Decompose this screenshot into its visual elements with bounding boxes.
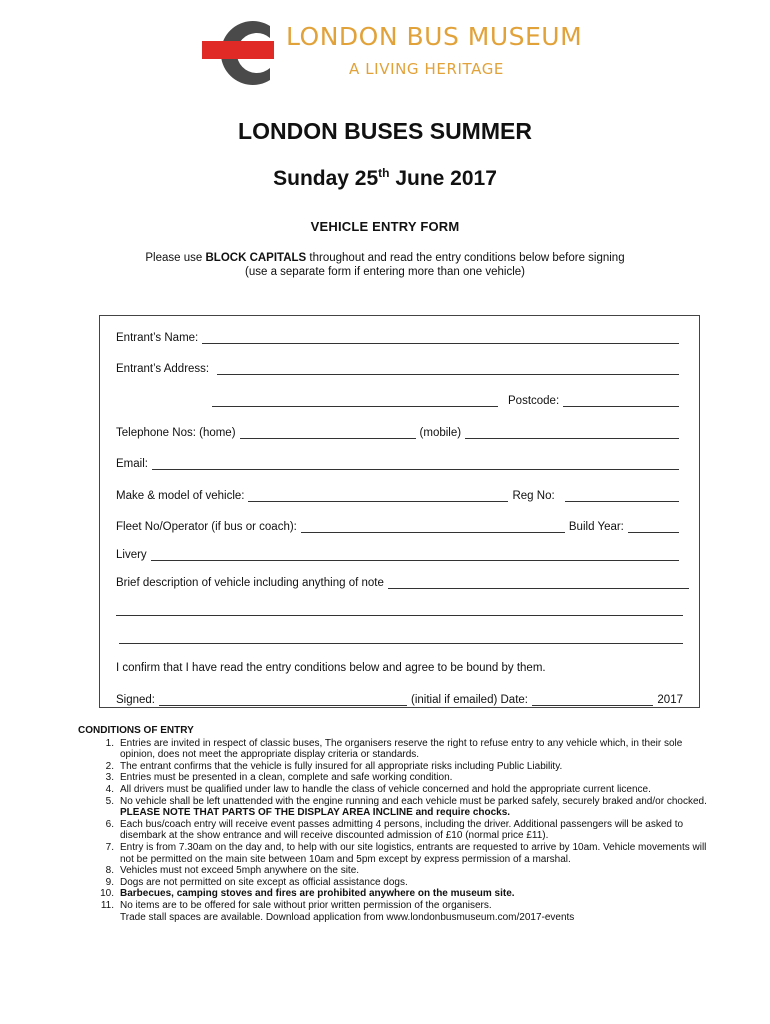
- entrant-name-row: [116, 331, 683, 344]
- reg-no-label: Reg No:: [512, 490, 555, 502]
- condition-item: [78, 900, 718, 912]
- form-heading: VEHICLE ENTRY FORM: [310, 219, 460, 234]
- logo-subtitle: A LIVING HERITAGE: [349, 60, 505, 78]
- condition-item: [78, 842, 718, 865]
- telephone-row: [116, 426, 683, 439]
- confirm-text: I confirm that I have read the entry conditions below and agree to be bound by them.: [116, 662, 546, 674]
- condition-text-body: The entrant confirms that the vehicle is fully insured for all appropriate risks including Public Liability.: [120, 760, 563, 772]
- condition-number: 9.: [105, 876, 114, 888]
- signed-label: Signed:: [116, 694, 156, 706]
- condition-text: [120, 900, 718, 912]
- telephone-mobile-field[interactable]: [465, 426, 679, 439]
- condition-text-body: No items are to be offered for sale without prior written permission of the organisers.: [120, 899, 492, 911]
- signature-field[interactable]: [159, 693, 407, 706]
- condition-text-emphasis: PLEASE NOTE THAT PARTS OF THE DISPLAY AREA INCLINE and require chocks.: [120, 807, 511, 819]
- build-year-field[interactable]: [628, 520, 679, 533]
- confirm-row: [116, 662, 683, 674]
- condition-item: [78, 888, 718, 900]
- condition-text-body: Entry is from 7.30am on the day and, to help with our site logistics, entrants are requested to arrive by 10am. Vehicle movements will not be permitted on the main site between 10am and 5pm except by express permission of a marshal.: [120, 841, 707, 865]
- condition-number: 11.: [100, 899, 114, 911]
- condition-number: 5.: [105, 795, 114, 807]
- address-line2-row: [208, 394, 683, 407]
- condition-text-body: Entries are invited in respect of classic buses, The organisers reserve the right to refuse entry to any vehicle which, in their sole opinion, does not meet the appropriate display criteria or standards.: [120, 737, 683, 761]
- postcode-label: Postcode:: [508, 395, 560, 407]
- livery-row: [116, 548, 683, 561]
- email-field[interactable]: [152, 457, 679, 470]
- postcode-field[interactable]: [563, 394, 679, 407]
- conditions-title: CONDITIONS OF ENTRY: [78, 725, 194, 736]
- condition-number: 2.: [105, 760, 114, 772]
- condition-text-body: Vehicles must not exceed 5mph anywhere on the site.: [120, 865, 360, 877]
- condition-text: [120, 912, 718, 924]
- condition-text-body: All drivers must be qualified under law to handle the class of vehicle concerned and hold the appropriate current licence.: [120, 783, 651, 795]
- make-model-label: Make & model of vehicle:: [116, 490, 245, 502]
- condition-text: [120, 888, 718, 900]
- condition-number: 3.: [105, 772, 114, 784]
- livery-field[interactable]: [151, 548, 679, 561]
- condition-text-body: Each bus/coach entry will receive event passes admitting 4 persons, including the driver. Additional passengers will be asked to disembark at the show entrance and will receive discounted admission of £10 (normal price £11).: [120, 818, 684, 842]
- description-field[interactable]: [388, 576, 689, 589]
- logo-title: LONDON BUS MUSEUM: [286, 22, 583, 51]
- date-field[interactable]: [532, 693, 653, 706]
- instructions-line2: (use a separate form if entering more than one vehicle): [245, 266, 525, 278]
- build-year-label: Build Year:: [568, 521, 624, 533]
- condition-number: 6.: [105, 818, 114, 830]
- make-model-row: [116, 489, 683, 502]
- condition-text: [120, 784, 718, 796]
- condition-item: [78, 738, 718, 761]
- condition-text-body: No vehicle shall be left unattended with the engine running and each vehicle must be parked safely, securely braked and/or chocked.: [120, 795, 707, 807]
- condition-item: [78, 784, 718, 796]
- page-title: LONDON BUSES SUMMER: [238, 118, 532, 144]
- condition-text: [120, 772, 718, 784]
- condition-text: [120, 796, 718, 819]
- condition-text: [120, 761, 718, 773]
- condition-item: [78, 877, 718, 889]
- condition-number: 10.: [100, 888, 114, 900]
- condition-number: [78, 912, 120, 924]
- condition-number: 8.: [105, 865, 114, 877]
- entrant-address-row: [116, 362, 683, 375]
- entrant-address-label: Entrant’s Address:: [116, 363, 210, 375]
- event-date: Sunday 25th June 2017: [273, 166, 497, 190]
- condition-number: 4.: [105, 783, 114, 795]
- reg-no-field[interactable]: [565, 489, 679, 502]
- fleet-no-label: Fleet No/Operator (if bus or coach):: [116, 521, 297, 533]
- make-model-field[interactable]: [248, 489, 508, 502]
- description-line2-field[interactable]: [116, 603, 683, 616]
- condition-text-body: Dogs are not permitted on site except as official assistance dogs.: [120, 876, 408, 888]
- description-line2-row: [116, 603, 683, 616]
- condition-number: 7.: [105, 841, 114, 853]
- condition-text-body: Entries must be presented in a clean, complete and safe working condition.: [120, 772, 453, 784]
- description-line3-row: [116, 631, 683, 644]
- date-label: (initial if emailed) Date:: [411, 694, 528, 706]
- condition-item: [78, 865, 718, 877]
- condition-text: [120, 738, 718, 761]
- description-row: [116, 576, 693, 589]
- condition-text: [120, 865, 718, 877]
- fleet-no-field[interactable]: [301, 520, 565, 533]
- entrant-name-label: Entrant’s Name:: [116, 332, 199, 344]
- instructions: Please use BLOCK CAPITALS throughout and read the entry conditions below before signing: [145, 252, 625, 264]
- condition-item: [78, 819, 718, 842]
- condition-text: [120, 819, 718, 842]
- description-label: Brief description of vehicle including anything of note: [116, 577, 384, 589]
- condition-text-emphasis: Barbecues, camping stoves and fires are prohibited anywhere on the museum site.: [120, 888, 515, 900]
- telephone-home-label: Telephone Nos: (home): [116, 427, 236, 439]
- condition-item: [78, 796, 718, 819]
- condition-text-body: Trade stall spaces are available. Download application from www.londonbusmuseum.com/2017-events: [120, 911, 575, 923]
- address-line2-field[interactable]: [212, 394, 498, 407]
- entry-form: [99, 315, 700, 708]
- conditions-of-entry: [78, 725, 718, 923]
- email-row: [116, 457, 683, 470]
- livery-label: Livery: [116, 549, 147, 561]
- date-year: 2017: [657, 694, 683, 706]
- signature-row: [116, 693, 683, 706]
- email-label: Email:: [116, 458, 148, 470]
- conditions-list: [78, 738, 718, 924]
- condition-item: [78, 912, 718, 924]
- logo-red-bar: [202, 41, 274, 59]
- entrant-address-field[interactable]: [217, 362, 679, 375]
- fleet-row: [116, 520, 683, 533]
- description-line3-field[interactable]: [119, 631, 683, 644]
- condition-number: 1.: [105, 737, 114, 749]
- entrant-name-field[interactable]: [202, 331, 679, 344]
- condition-text: [120, 877, 718, 889]
- condition-item: [78, 761, 718, 773]
- condition-text: [120, 842, 718, 865]
- telephone-mobile-label: (mobile): [419, 427, 462, 439]
- telephone-home-field[interactable]: [240, 426, 416, 439]
- condition-item: [78, 772, 718, 784]
